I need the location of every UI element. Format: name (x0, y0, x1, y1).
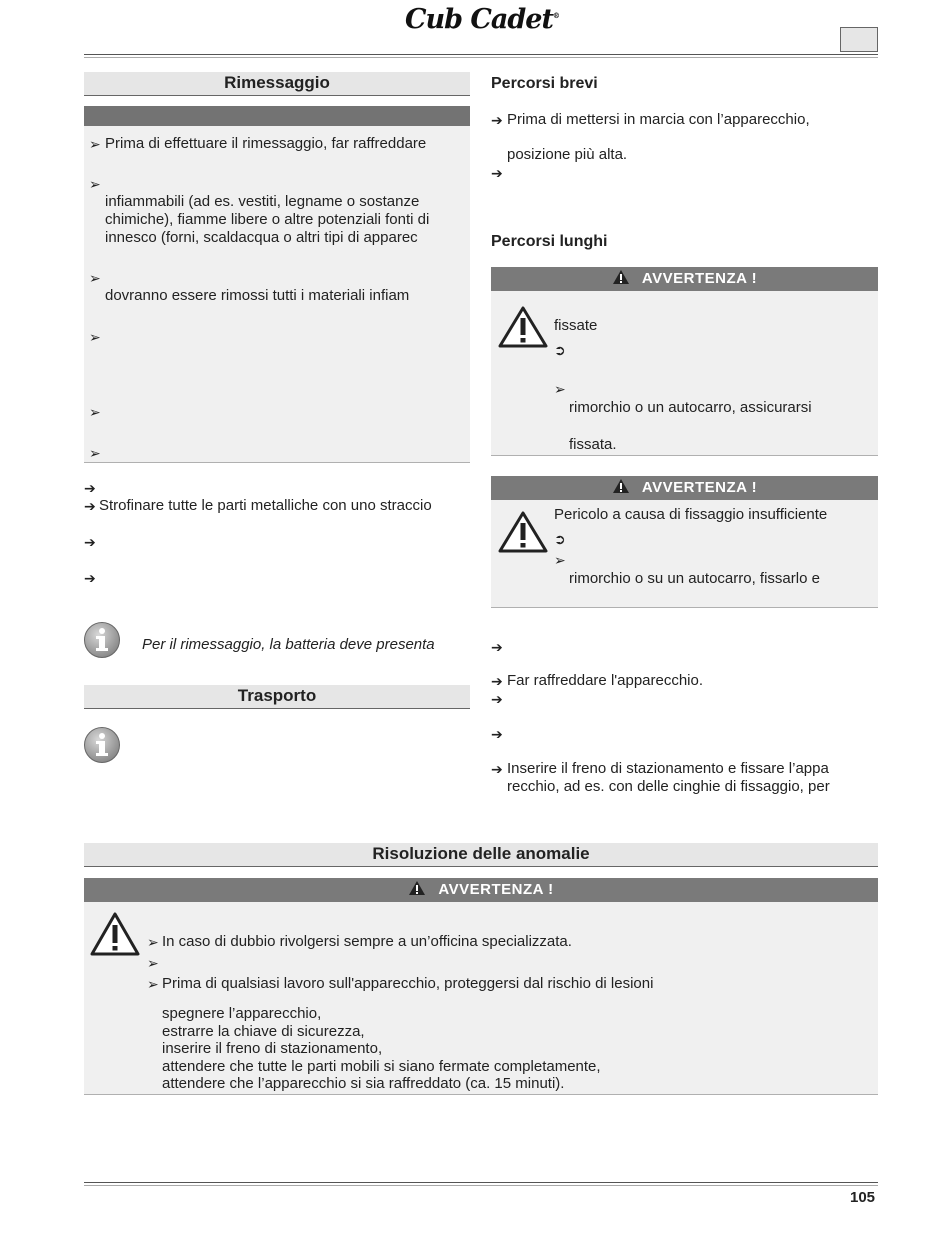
warning1-line-1: fissate (554, 317, 598, 334)
trouble-sub-5: attendere che l’apparecchio si sia raffreddato (ca. 15 minuti). (162, 1075, 565, 1092)
section-title-storage: Rimessaggio (84, 72, 470, 96)
long-trips-step-5-line-1: Inserire il freno di stazionamento e fissare l’appa (507, 760, 829, 777)
storage-item-1: Prima di effettuare il rimessaggio, far raffreddare (105, 135, 427, 152)
short-trips-line-1: Prima di mettersi in marcia con l’apparecchio, (507, 111, 810, 128)
storage-item-3-line2: dovranno essere rimossi tutti i materiali infiam (105, 287, 410, 304)
brand-logo (405, 4, 560, 35)
section-title-troubleshooting: Risoluzione delle anomalie (84, 843, 878, 867)
warning-box-1 (491, 291, 878, 456)
chapter-tab (840, 27, 878, 52)
triangle-bullet-icon: ➢ (89, 176, 101, 192)
short-trips-heading: Percorsi brevi (491, 75, 598, 92)
arrow-step-icon: ➔ (491, 165, 503, 181)
storage-box-header (84, 106, 470, 126)
circle-arrow-icon: ➲ (554, 531, 566, 547)
triangle-bullet-icon: ➢ (89, 329, 101, 345)
warning1-line-2: rimorchio o un autocarro, assicurarsi (569, 399, 812, 416)
triangle-bullet-icon: ➢ (147, 934, 159, 950)
long-trips-heading: Percorsi lunghi (491, 233, 608, 250)
arrow-step-icon: ➔ (84, 534, 96, 550)
triangle-bullet-icon: ➢ (147, 955, 159, 971)
arrow-step-icon: ➔ (491, 639, 503, 655)
warning-triangle-icon (497, 305, 549, 349)
arrow-step-icon: ➔ (491, 112, 503, 128)
triangle-bullet-icon: ➢ (89, 445, 101, 461)
triangle-bullet-icon: ➢ (554, 381, 566, 397)
page-number: 105 (850, 1189, 876, 1206)
short-trips-line-2: posizione più alta. (507, 146, 628, 163)
storage-step-2: Strofinare tutte le parti metalliche con uno straccio (99, 497, 432, 514)
storage-item-2-line3: chimiche), fiamme libere o altre potenziali fonti di (105, 211, 430, 228)
footer-rule (84, 1182, 878, 1183)
warning-triangle-icon (408, 880, 426, 896)
trouble-sub-3: inserire il freno di stazionamento, (162, 1040, 383, 1057)
triangle-bullet-icon: ➢ (89, 404, 101, 420)
warning2-line-2: rimorchio o su un autocarro, fissarlo e (569, 570, 820, 587)
trouble-sub-4: attendere che tutte le parti mobili si siano fermate completamente, (162, 1057, 601, 1075)
footer-rule-thin (84, 1185, 878, 1186)
storage-item-2-line2: infiammabili (ad es. vestiti, legname o sostanze (105, 193, 420, 210)
warning-header-2 (491, 476, 878, 500)
trouble-sub-2: estrarre la chiave di sicurezza, (162, 1022, 365, 1040)
arrow-step-icon: ➔ (491, 761, 503, 777)
warning1-line-3: fissata. (569, 436, 617, 453)
header-rule (84, 54, 878, 55)
warning-label-2: AVVERTENZA ! (641, 479, 758, 496)
trouble-item-3: Prima di qualsiasi lavoro sull'apparecchio, proteggersi dal rischio di lesioni (162, 975, 654, 992)
arrow-step-icon: ➔ (84, 570, 96, 586)
long-trips-step-2: Far raffreddare l'apparecchio. (507, 672, 704, 689)
section-title-transport: Trasporto (84, 685, 470, 709)
warning-header-1 (491, 267, 878, 291)
triangle-bullet-icon: ➢ (554, 552, 566, 568)
storage-info-text: Per il rimessaggio, la batteria deve presenta (142, 636, 435, 653)
circle-arrow-icon: ➲ (554, 342, 566, 358)
trouble-item-1: In caso di dubbio rivolgersi sempre a un’officina specializzata. (162, 933, 572, 950)
arrow-step-icon: ➔ (84, 498, 96, 514)
info-icon (83, 621, 121, 659)
warning-triangle-icon (612, 478, 630, 494)
long-trips-step-5-line-2: recchio, ad es. con delle cinghie di fissaggio, per (507, 778, 830, 795)
warning-label-1: AVVERTENZA ! (641, 270, 758, 287)
triangle-bullet-icon: ➢ (89, 270, 101, 286)
triangle-bullet-icon: ➢ (147, 976, 159, 992)
storage-item-2-line4: innesco (forni, scaldacqua o altri tipi di apparec (105, 229, 418, 246)
warning-triangle-icon (89, 911, 141, 957)
arrow-step-icon: ➔ (84, 480, 96, 496)
warning-triangle-icon (497, 510, 549, 554)
arrow-step-icon: ➔ (491, 691, 503, 707)
arrow-step-icon: ➔ (491, 726, 503, 742)
triangle-bullet-icon: ➢ (89, 136, 101, 152)
warning-label-3: AVVERTENZA ! (438, 881, 554, 898)
header-rule-thin (84, 57, 878, 58)
arrow-step-icon: ➔ (491, 673, 503, 689)
warning-header-3 (84, 878, 878, 902)
warning-triangle-icon (612, 269, 630, 285)
warning2-line-1: Pericolo a causa di fissaggio insufficiente (554, 506, 828, 523)
info-icon (83, 726, 121, 764)
trouble-sub-1: spegnere l’apparecchio, (162, 1005, 322, 1022)
registered-mark: ® (552, 11, 560, 20)
trouble-sublist (162, 1005, 601, 1093)
brand-name: Cub Cadet (405, 4, 553, 35)
